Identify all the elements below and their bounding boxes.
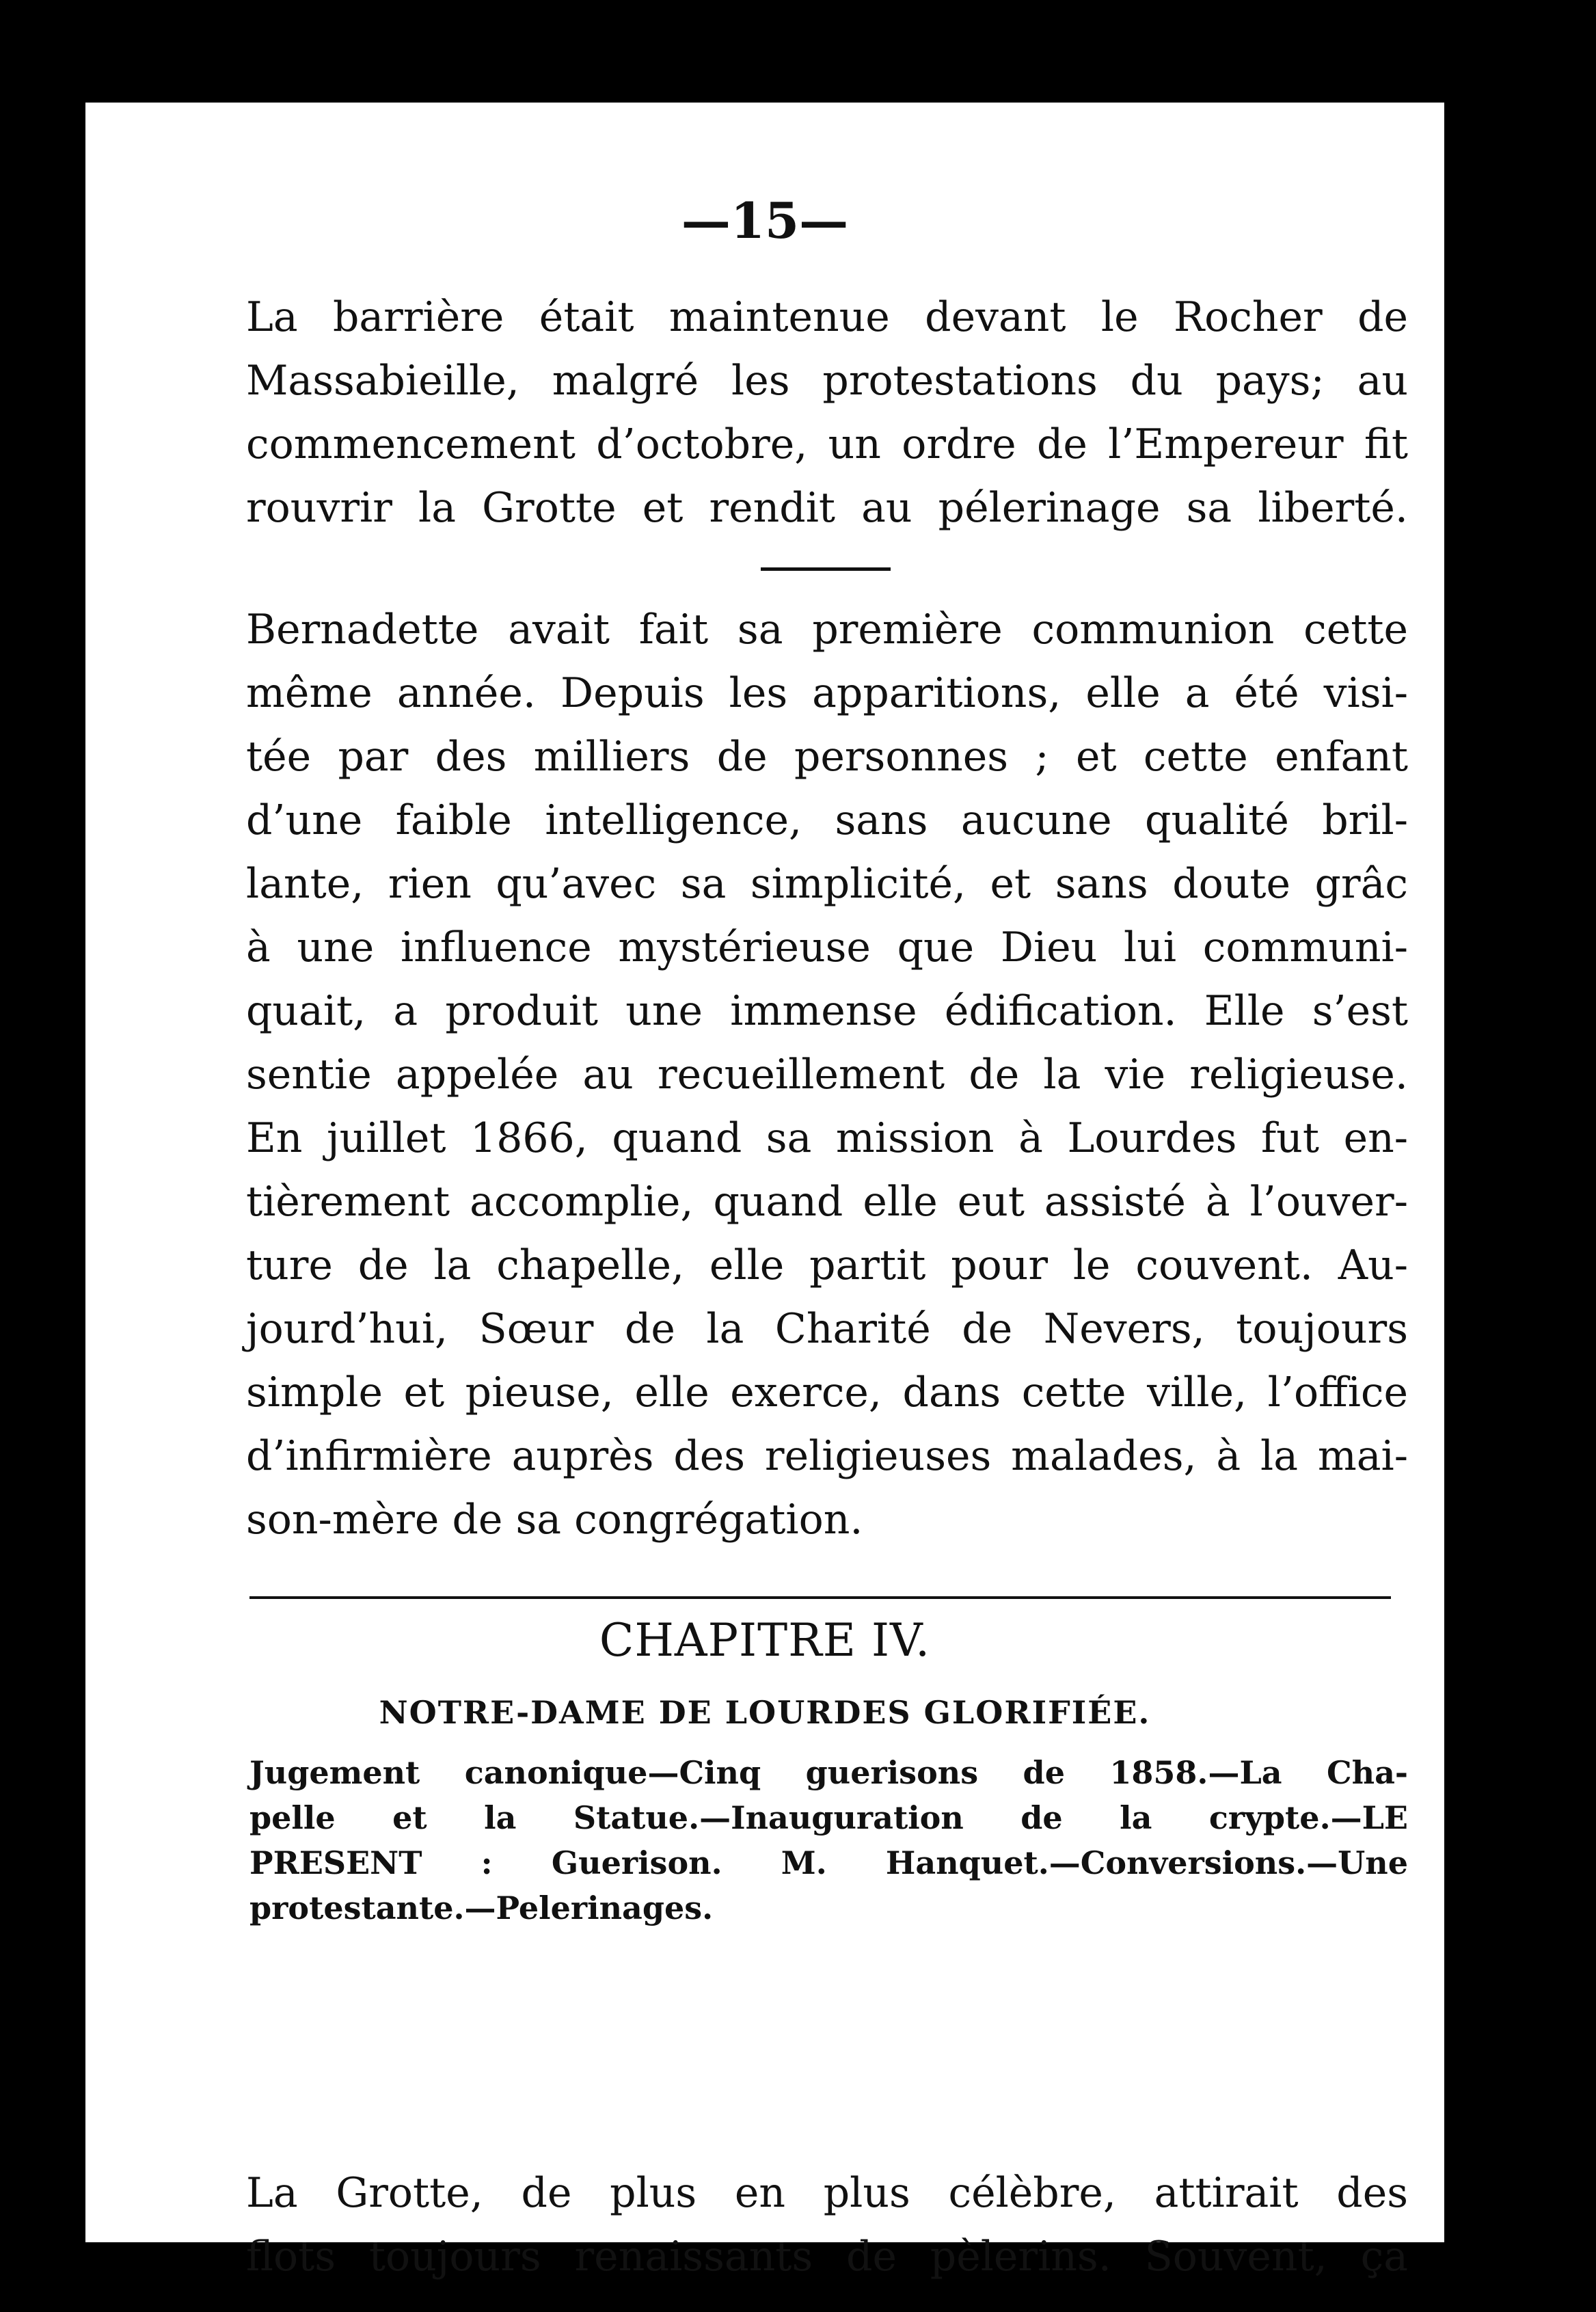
summary-line: PRESENT : Guerison. M. Hanquet.—Conversions.—Une bbox=[249, 1844, 1408, 1881]
chapter-subtitle: NOTRE-DAME DE LOURDES GLORIFIÉE. bbox=[379, 1694, 1151, 1731]
text-line: commencement d’octobre, un ordre de l’Empereur fit bbox=[246, 420, 1408, 468]
text-line: ture de la chapelle, elle partit pour le couvent. Au- bbox=[246, 1241, 1408, 1289]
chapter-summary bbox=[249, 1750, 1408, 1931]
text-line: même année. Depuis les apparitions, elle a été visi- bbox=[246, 669, 1408, 717]
text-line: Massabieille, malgré les protestations du pays; au bbox=[246, 357, 1408, 405]
text-line: flots toujours renaissants de pèlerins. Souvent, ça bbox=[246, 2233, 1408, 2281]
page-number: —15— bbox=[681, 191, 849, 250]
chapter-title: CHAPITRE IV. bbox=[599, 1614, 931, 1667]
text-line: simple et pieuse, elle exerce, dans cette ville, l’office bbox=[246, 1369, 1408, 1416]
chapter-divider bbox=[249, 1596, 1391, 1599]
text-line: jourd’hui, Sœur de la Charité de Nevers, toujours bbox=[246, 1305, 1408, 1353]
text-line: d’une faible intelligence, sans aucune qualité bril- bbox=[246, 796, 1408, 844]
paragraph-grotte bbox=[246, 2162, 1408, 2289]
text-line: quait, a produit une immense édification. Elle s’est bbox=[246, 987, 1408, 1035]
text-line: à une influence mystérieuse que Dieu lui communi- bbox=[246, 924, 1408, 971]
text-line: En juillet 1866, quand sa mission à Lourdes fut en- bbox=[246, 1114, 1408, 1162]
text-line: tièrement accomplie, quand elle eut assisté à l’ouver- bbox=[246, 1178, 1408, 1226]
summary-line: Jugement canonique—Cinq guerisons de 1858.—La Cha- bbox=[249, 1754, 1408, 1791]
book-page bbox=[85, 103, 1444, 2281]
paragraph-barriere bbox=[246, 286, 1408, 540]
text-line: sentie appelée au recueillement de la vie religieuse. bbox=[246, 1051, 1408, 1099]
section-divider bbox=[761, 567, 891, 571]
summary-line: protestante.—Pelerinages. bbox=[249, 1890, 714, 1926]
summary-line: pelle et la Statue.—Inauguration de la crypte.—LE bbox=[249, 1799, 1408, 1836]
text-line: rouvrir la Grotte et rendit au pélerinage sa liberté. bbox=[246, 484, 1408, 532]
text-line: lante, rien qu’avec sa simplicité, et sans doute grâc bbox=[246, 860, 1408, 908]
text-line: tée par des milliers de personnes ; et cette enfant bbox=[246, 733, 1408, 781]
paragraph-bernadette bbox=[246, 598, 1408, 1552]
text-line: d’infirmière auprès des religieuses malades, à la mai- bbox=[246, 1432, 1408, 1480]
text-line: son-mère de sa congrégation. bbox=[246, 1496, 863, 1544]
text-line: La barrière était maintenue devant le Rocher de bbox=[246, 293, 1408, 341]
text-line: Bernadette avait fait sa première communion cette bbox=[246, 606, 1408, 654]
text-line: La Grotte, de plus en plus célèbre, attirait des bbox=[246, 2169, 1408, 2217]
